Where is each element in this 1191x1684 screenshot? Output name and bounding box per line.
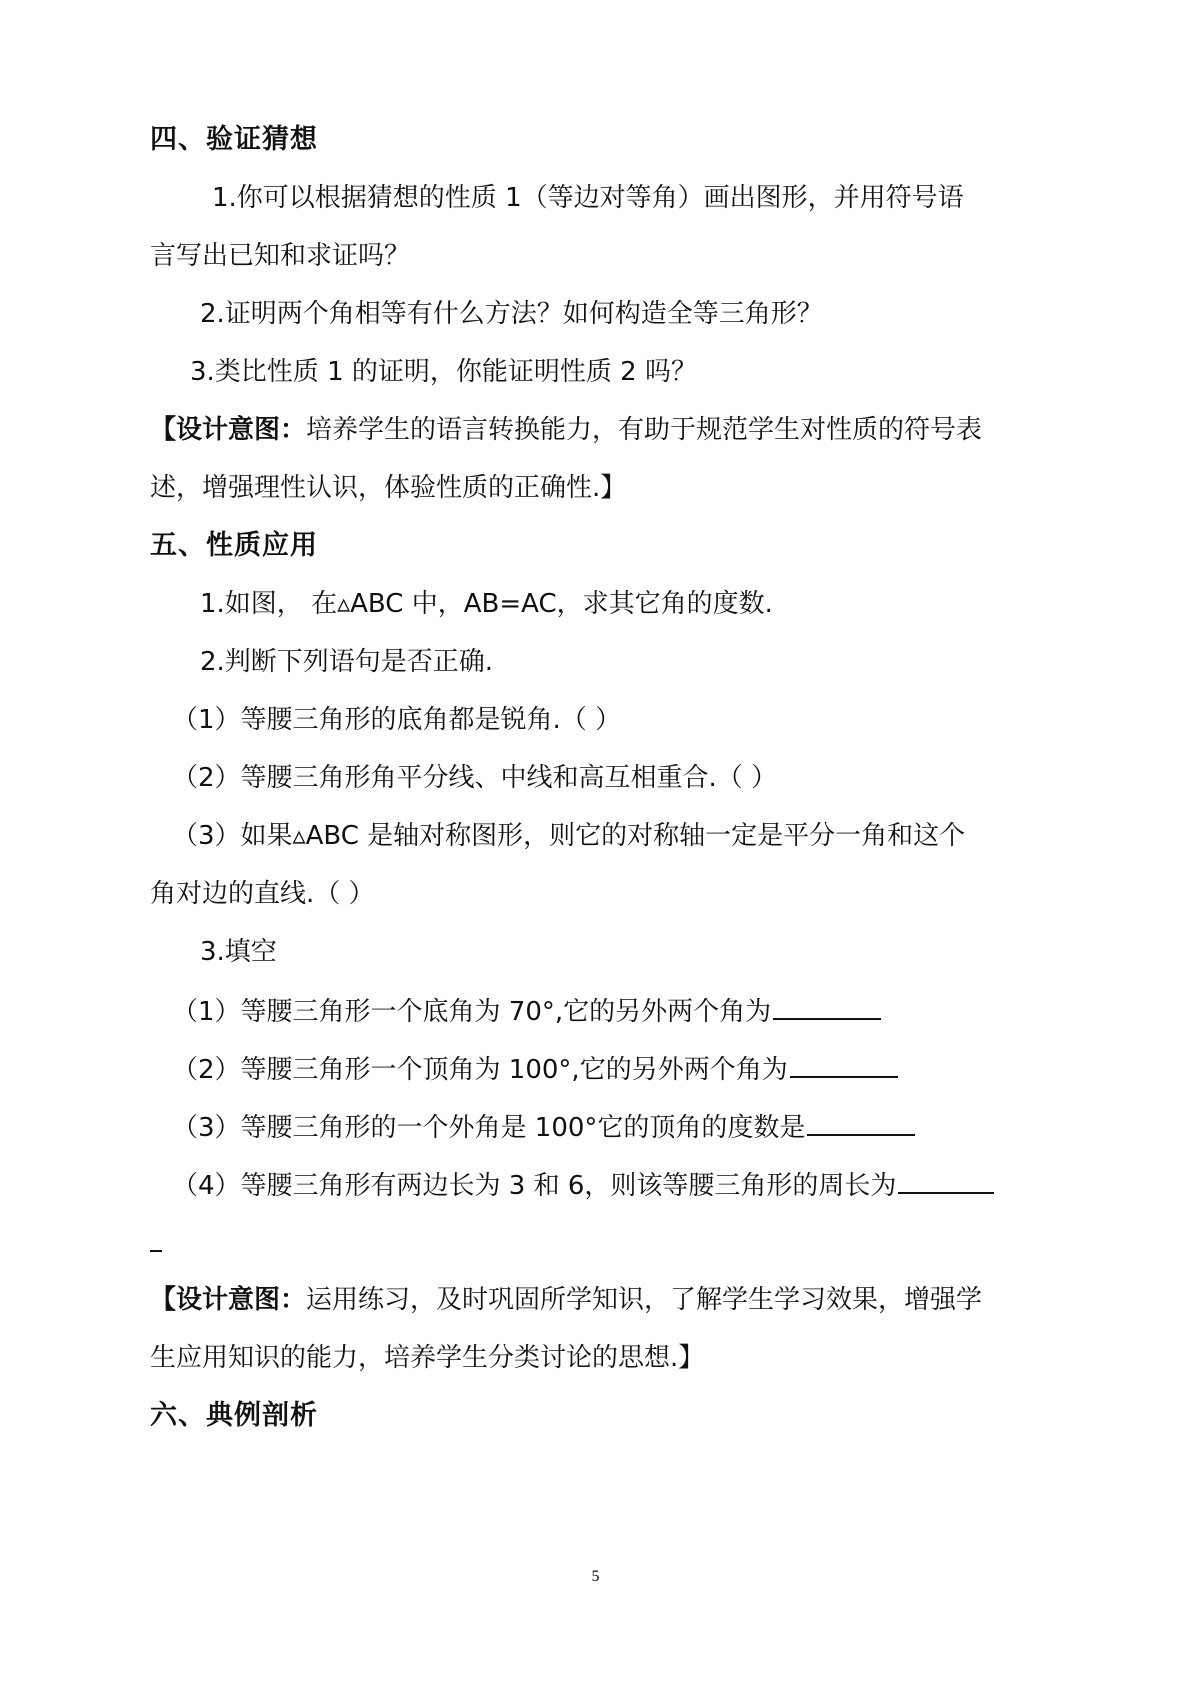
answer-blank-continuation	[150, 1250, 162, 1252]
fill-item-4	[172, 1166, 994, 1204]
design-intent-text: 运用练习，及时巩固所学知识，了解学生学习效果，增强学	[306, 1285, 983, 1315]
section-heading-verify: 四、验证猜想	[150, 124, 318, 155]
answer-blank	[790, 1050, 898, 1078]
question-1-line-2: 言写出已知和求证吗？	[150, 241, 411, 271]
fill-item-3-text: （3）等腰三角形的一个外角是 100°它的顶角的度数是	[172, 1113, 806, 1143]
answer-blank	[807, 1108, 915, 1136]
design-intent-text: 培养学生的语言转换能力，有助于规范学生对性质的符号表	[306, 415, 983, 445]
fill-item-2-text: （2）等腰三角形一个顶角为 100°,它的另外两个角为	[172, 1055, 788, 1085]
application-question-2: 2.判断下列语句是否正确.	[200, 647, 494, 677]
fill-item-3	[172, 1108, 915, 1146]
design-intent-label: 【设计意图：	[150, 415, 307, 445]
application-question-1: 1.如图， 在▵ABC 中，AB=AC，求其它角的度数.	[200, 589, 773, 619]
design-intent-2-line-1	[150, 1282, 982, 1318]
design-intent-2-line-2: 生应用知识的能力，培养学生分类讨论的思想.】	[150, 1343, 705, 1373]
judge-item-3-line-2: 角对边的直线.（ ）	[150, 879, 375, 909]
fill-item-2	[172, 1050, 898, 1088]
answer-blank	[898, 1166, 994, 1194]
section-heading-apply: 五、性质应用	[150, 530, 318, 561]
application-question-3: 3.填空	[200, 937, 277, 967]
fill-item-1	[172, 992, 881, 1030]
judge-item-3-line-1: （3）如果▵ABC 是轴对称图形，则它的对称轴一定是平分一角和这个	[172, 821, 966, 851]
design-intent-1-line-1	[150, 412, 982, 448]
design-intent-1-line-2: 述，增强理性认识，体验性质的正确性.】	[150, 473, 627, 503]
fill-item-1-text: （1）等腰三角形一个底角为 70°,它的另外两个角为	[172, 997, 772, 1027]
question-1-line-1: 1.你可以根据猜想的性质 1（等边对等角）画出图形，并用符号语	[212, 183, 964, 213]
design-intent-label: 【设计意图：	[150, 1285, 307, 1315]
page-number: 5	[591, 1568, 600, 1585]
judge-item-2: （2）等腰三角形角平分线、中线和高互相重合.（ ）	[172, 763, 778, 793]
answer-blank	[773, 992, 881, 1020]
judge-item-1: （1）等腰三角形的底角都是锐角.（ ）	[172, 705, 622, 735]
fill-item-4-text: （4）等腰三角形有两边长为 3 和 6，则该等腰三角形的周长为	[172, 1171, 897, 1201]
question-3: 3.类比性质 1 的证明，你能证明性质 2 吗？	[190, 357, 697, 387]
question-2: 2.证明两个角相等有什么方法？如何构造全等三角形？	[200, 299, 823, 329]
section-heading-examples: 六、典例剖析	[150, 1400, 318, 1431]
